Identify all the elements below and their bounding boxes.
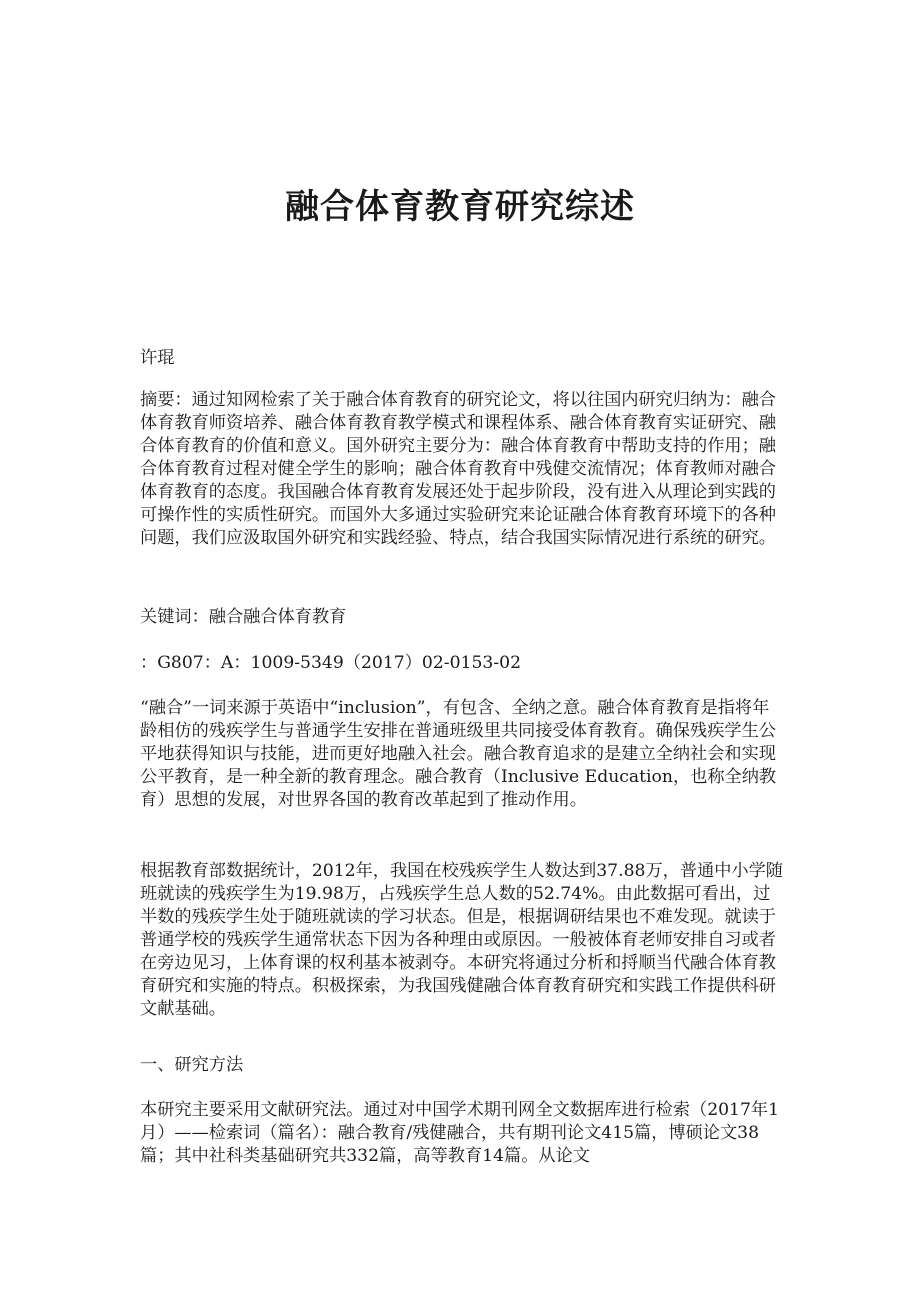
- document-title: 融合体育教育研究综述: [285, 187, 635, 227]
- keywords-line: 关键词：融合融合体育教育: [140, 607, 347, 627]
- author-name: 许琨: [140, 348, 175, 368]
- section-paragraph: 本研究主要采用文献研究法。通过对中国学术期刊网全文数据库进行检索（2017年1月）——检索词（篇名）：融合教育/残健融合，共有期刊论文415篇，博硕论文38篇；其中社科类基础研究共332篇，高等教育14篇。从论文: [140, 1100, 780, 1166]
- abstract-paragraph: 摘要：通过知网检索了关于融合体育教育的研究论文，将以往国内研究归纳为：融合体育教育师资培养、融合体育教育教学模式和课程体系、融合体育教育实证研究、融合体育教育的价值和意义。国外研究主要分为：融合体育教育中帮助支持的作用；融合体育教育过程对健全学生的影响；融合体育教育中残健交流情况；体育教师对融合体育教育的态度。我国融合体育教育发展还处于起步阶段，没有进入从理论到实践的可操作性的实质性研究。而国外大多通过实验研究来论证融合体育教育环境下的各种问题，我们应汲取国外研究和实践经验、特点，结合我国实际情况进行系统的研究。: [140, 390, 776, 548]
- body-paragraph: 根据教育部数据统计，2012年，我国在校残疾学生人数达到37.88万，普通中小学随班就读的残疾学生为19.98万，占残疾学生总人数的52.74%。由此数据可看出，过半数的残疾学生处于随班就读的学习状态。但是，根据调研结果也不难发现。就读于普通学校的残疾学生通常状态下因为各种理由或原因。一般被体育老师安排自习或者在旁边见习，上体育课的权利基本被剥夺。本研究将通过分析和捋顺当代融合体育教育研究和实施的特点。积极探索，为我国残健融合体育教育研究和实践工作提供科研文献基础。: [140, 861, 783, 1019]
- section-heading: 一、研究方法: [140, 1055, 244, 1075]
- body-paragraph: “融合”一词来源于英语中“inclusion”，有包含、全纳之意。融合体育教育是指将年龄相仿的残疾学生与普通学生安排在普通班级里共同接受体育教育。确保残疾学生公平地获得知识与技能，进而更好地融入社会。融合教育追求的是建立全纳社会和实现公平教育，是一种全新的教育理念。融合教育（Inclusive Education，也称全纳教育）思想的发展，对世界各国的教育改革起到了推动作用。: [140, 698, 777, 810]
- classification-line: ：G807：A：1009-5349（2017）02-0153-02: [140, 653, 522, 673]
